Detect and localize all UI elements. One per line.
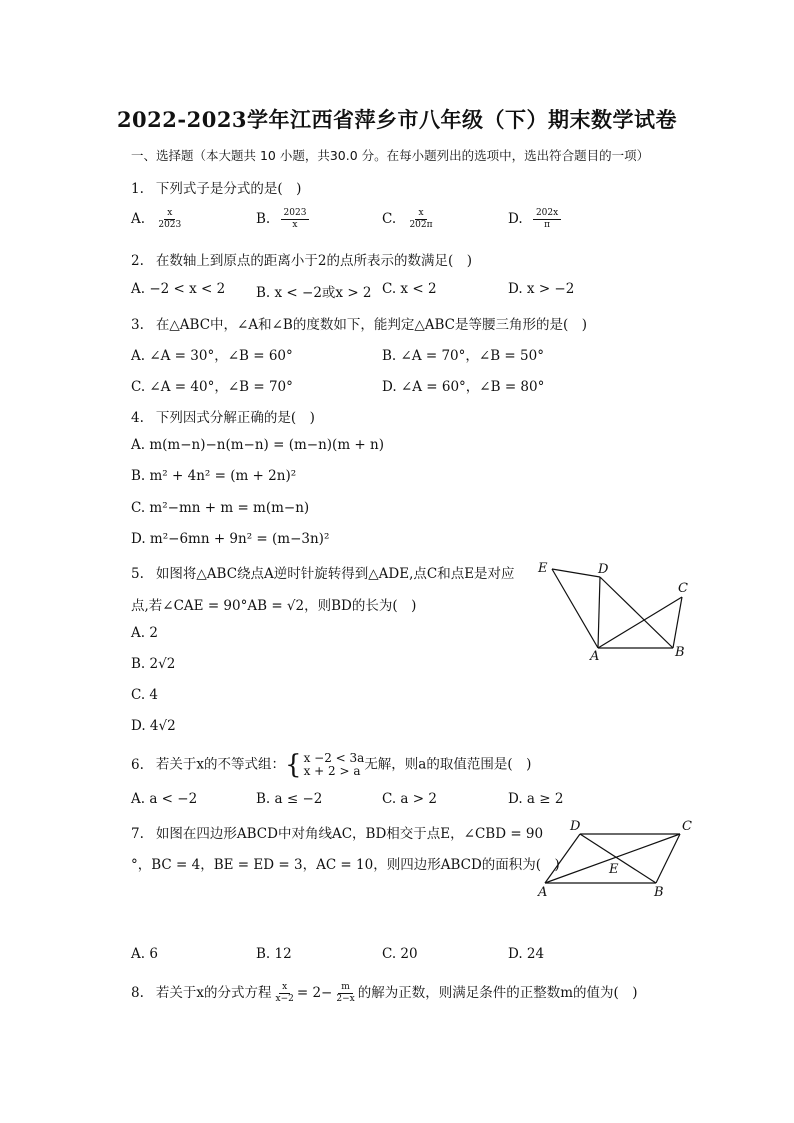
question-number: 1. [131,181,144,197]
option-d: D. m²−6mn + 9n² = (m−3n)² [131,531,330,547]
question-number: 4. [131,410,144,426]
option-a: A. ∠A = 30°，∠B = 60° [131,348,293,364]
label-d: D [570,819,581,834]
label-c: C [678,581,688,596]
option-c: C. 20 [382,946,418,962]
option-b: B. m² + 4n² = (m + 2n)² [131,468,297,484]
option-a: A. m(m−n)−n(m−n) = (m−n)(m + n) [131,437,384,453]
brace-icon: { [285,750,302,780]
question-text-post: 无解，则a的取值范围是( ) [364,756,532,773]
fraction [281,208,310,231]
label-d: D [598,562,609,577]
section-heading: 一、选择题（本大题共 10 小题，共30.0 分。在每小题列出的选项中，选出符合题目的一项） [131,148,650,163]
question-2 [131,249,472,269]
option-d: D. x > −2 [508,281,575,297]
numerator: m [338,982,353,994]
option-d: D. 24 [508,946,545,962]
denominator: 2−x [336,994,355,1004]
question-5 [131,562,515,582]
option-c: C. 4 [131,687,159,703]
option-a: A. 6 [131,946,158,962]
segment-da [598,577,600,648]
question-number: 7. [131,826,144,842]
segment-ed [552,569,600,577]
question-8 [131,981,638,1005]
label-c: C [682,819,692,834]
question-text-pre: 若关于x的分式方程 [155,985,272,1001]
numerator: 202x [533,208,561,220]
question-5-continued: 点,若∠CAE = 90°AB = √2，则BD的长为( ) [131,598,417,614]
question-text-post: 的解为正数，则满足条件的正整数m的值为( ) [357,985,638,1001]
question-4 [131,406,315,426]
numerator: 2023 [281,208,310,220]
fraction [406,208,435,231]
question-text: 如图将△ABC绕点A逆时针旋转得到△ADE,点C和点E是对应 [155,566,515,582]
option-d: D. a ≥ 2 [508,791,564,807]
label-e: E [538,561,548,576]
segment-db [600,577,673,648]
question-number: 3. [131,317,144,333]
question-number: 6. [131,756,144,773]
option-a: A. −2 < x < 2 [131,281,226,297]
fraction-2 [333,982,357,1005]
denominator: π [544,220,551,230]
option-label: C. [382,211,397,227]
question-text: 在△ABC中，∠A和∠B的度数如下，能判定△ABC是等腰三角形的是( ) [155,317,587,333]
option-b [256,208,309,231]
inequality-1: x −2 < 3a [303,751,365,765]
option-a: A. 2 [131,625,158,641]
option-label: A. [131,211,146,227]
option-label: D. [508,211,523,227]
option-d: D. ∠A = 60°，∠B = 80° [382,379,545,395]
fraction-1 [273,982,297,1005]
segment-cb [673,597,682,648]
denominator: 202π [409,220,433,230]
option-b: B. a ≤ −2 [256,791,323,807]
denominator: 2023 [158,220,182,230]
question-1 [131,177,301,197]
option-b: B. 12 [256,946,292,962]
question-text: 如图在四边形ABCD中对角线AC，BD相交于点E，∠CBD = 90 [155,826,544,842]
inequality-2: x + 2 > a [303,764,361,778]
label-b: B [675,645,685,660]
rotation-figure [530,555,700,665]
quadrilateral-figure [530,816,700,906]
question-text: 下列式子是分式的是( ) [155,181,302,197]
option-b: B. ∠A = 70°，∠B = 50° [382,348,544,364]
question-7 [131,822,543,842]
numerator: x [279,982,290,994]
question-number: 2. [131,253,144,269]
fraction [155,208,184,231]
numerator: x [415,208,426,220]
option-b: B. 2√2 [131,656,176,672]
question-number: 8. [131,985,144,1001]
option-c: C. ∠A = 40°，∠B = 70° [131,379,293,395]
option-a: A. a < −2 [131,791,198,807]
segment-ea [552,569,598,648]
question-3 [131,313,587,333]
option-c: C. x < 2 [382,281,437,297]
label-a: A [538,885,548,900]
option-c [382,208,436,231]
page-title: 2022-2023学年江西省萍乡市八年级（下）期末数学试卷 [116,107,678,132]
equation-middle: = 2− [296,985,333,1001]
denominator: x [292,220,298,230]
question-text: 下列因式分解正确的是( ) [155,410,315,426]
label-b: B [654,885,664,900]
question-number: 5. [131,566,144,582]
inequality-system [285,752,364,778]
option-c: C. a > 2 [382,791,437,807]
option-d [508,208,561,231]
question-text-pre: 若关于x的不等式组： [155,756,286,773]
option-d: D. 4√2 [131,718,176,734]
question-6 [131,752,531,778]
label-e: E [609,862,619,877]
question-7-continued: °，BC = 4，BE = ED = 3，AC = 10，则四边形ABCD的面积为( ) [131,857,560,873]
segment-ac [598,597,682,648]
fraction [533,208,561,231]
option-a [131,208,184,231]
denominator: x−2 [275,994,294,1004]
segment-da [545,834,580,883]
numerator: x [164,208,175,220]
question-text: 在数轴上到原点的距离小于2的点所表示的数满足( ) [155,253,473,269]
label-a: A [590,649,600,664]
option-b: B. x < −2或x > 2 [256,285,372,301]
option-label: B. [256,211,271,227]
option-c: C. m²−mn + m = m(m−n) [131,500,310,516]
